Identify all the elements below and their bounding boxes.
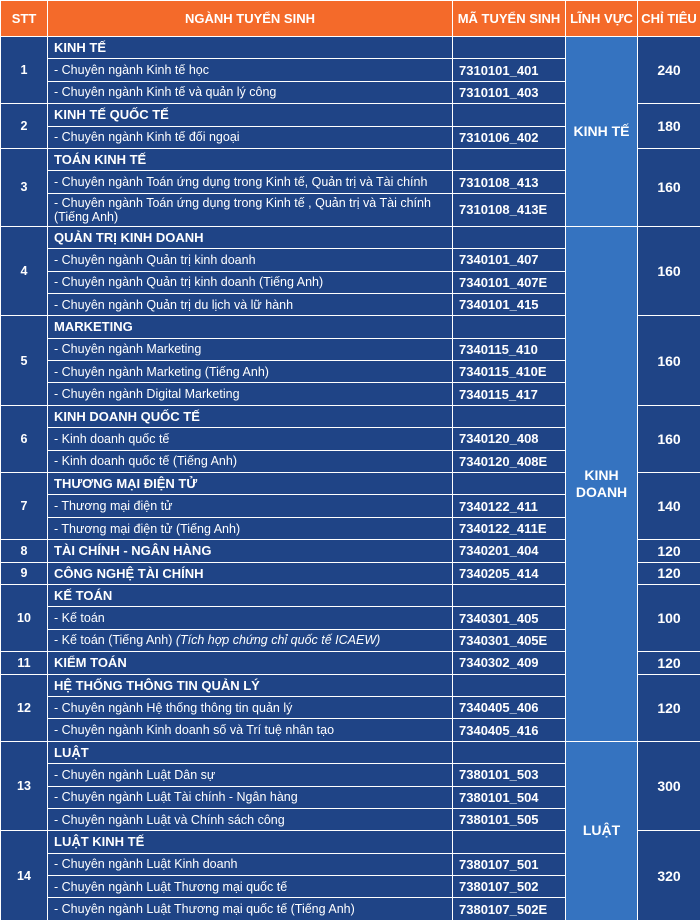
row-number: 2 — [1, 104, 48, 149]
admission-code: 7340115_410 — [453, 338, 566, 360]
admission-code: 7340101_407 — [453, 249, 566, 271]
admission-code: 7380107_502E — [453, 898, 566, 920]
admission-code: 7340115_417 — [453, 383, 566, 405]
admission-code: 7310101_401 — [453, 59, 566, 81]
major-name: HỆ THỐNG THÔNG TIN QUẢN LÝ — [48, 674, 453, 696]
quota-cell: 120 — [638, 652, 700, 674]
admission-code: 7380101_503 — [453, 764, 566, 786]
row-number: 6 — [1, 405, 48, 472]
admission-code: 7340205_414 — [453, 562, 566, 584]
quota-cell: 140 — [638, 473, 700, 540]
major-name: CÔNG NGHỆ TÀI CHÍNH — [48, 562, 453, 584]
code-cell — [453, 104, 566, 126]
specialization-name: - Chuyên ngành Kinh tế đối ngoại — [48, 126, 453, 148]
code-cell — [453, 316, 566, 338]
row-number: 11 — [1, 652, 48, 674]
specialization-name: - Chuyên ngành Luật Thương mại quốc tế — [48, 876, 453, 898]
quota-cell: 160 — [638, 226, 700, 316]
specialization-name: - Chuyên ngành Luật Tài chính - Ngân hàng — [48, 786, 453, 808]
quota-cell: 160 — [638, 148, 700, 226]
admission-code: 7380101_504 — [453, 786, 566, 808]
code-cell — [453, 148, 566, 170]
specialization-name: - Chuyên ngành Luật Dân sự — [48, 764, 453, 786]
table-row — [1, 226, 700, 248]
row-number: 12 — [1, 674, 48, 741]
major-name: TÀI CHÍNH - NGÂN HÀNG — [48, 540, 453, 562]
major-name: KIỂM TOÁN — [48, 652, 453, 674]
specialization-name: - Chuyên ngành Marketing (Tiếng Anh) — [48, 361, 453, 383]
row-number: 7 — [1, 473, 48, 540]
specialization-name: - Chuyên ngành Luật Kinh doanh — [48, 853, 453, 875]
admission-code: 7380107_502 — [453, 876, 566, 898]
admission-code: 7310108_413E — [453, 193, 566, 226]
specialization-name: - Chuyên ngành Marketing — [48, 338, 453, 360]
admission-code: 7310101_403 — [453, 81, 566, 103]
quota-cell: 160 — [638, 405, 700, 472]
quota-cell: 320 — [638, 831, 700, 921]
major-name: LUẬT — [48, 741, 453, 763]
admission-code: 7340101_407E — [453, 271, 566, 293]
code-cell — [453, 584, 566, 606]
quota-cell: 240 — [638, 37, 700, 104]
major-name: QUẢN TRỊ KINH DOANH — [48, 226, 453, 248]
specialization-name: - Chuyên ngành Quản trị kinh doanh (Tiếng Anh) — [48, 271, 453, 293]
code-cell — [453, 473, 566, 495]
admission-code: 7340405_406 — [453, 696, 566, 718]
code-cell — [453, 741, 566, 763]
specialization-name: - Kinh doanh quốc tế (Tiếng Anh) — [48, 450, 453, 472]
row-number: 10 — [1, 584, 48, 651]
admission-code: 7340122_411 — [453, 495, 566, 517]
quota-cell: 120 — [638, 540, 700, 562]
row-number: 14 — [1, 831, 48, 921]
header-major: NGÀNH TUYỂN SINH — [48, 1, 453, 37]
field-label: KINH DOANH — [572, 467, 632, 501]
specialization-name: - Kế toán — [48, 607, 453, 629]
header-field: LĨNH VỰC — [566, 1, 638, 37]
specialization-name: - Chuyên ngành Kinh tế và quản lý công — [48, 81, 453, 103]
admission-code: 7340301_405E — [453, 629, 566, 651]
major-name: KINH TẾ — [48, 37, 453, 59]
admission-code: 7340302_409 — [453, 652, 566, 674]
admission-code: 7340120_408 — [453, 428, 566, 450]
specialization-name: - Thương mại điện tử (Tiếng Anh) — [48, 517, 453, 539]
specialization-name: - Chuyên ngành Quản trị kinh doanh — [48, 249, 453, 271]
row-number: 9 — [1, 562, 48, 584]
specialization-name: - Chuyên ngành Kinh doanh số và Trí tuệ nhân tạo — [48, 719, 453, 741]
table-row — [1, 741, 700, 763]
table-row — [1, 37, 700, 59]
admission-code: 7340405_416 — [453, 719, 566, 741]
specialization-name: - Chuyên ngành Kinh tế học — [48, 59, 453, 81]
specialization-note: (Tích hợp chứng chỉ quốc tế ICAEW) — [176, 633, 380, 647]
major-name: KINH DOANH QUỐC TẾ — [48, 405, 453, 427]
row-number: 1 — [1, 37, 48, 104]
specialization-name: - Chuyên ngành Hệ thống thông tin quản lý — [48, 696, 453, 718]
header-quota: CHỈ TIÊU — [638, 1, 700, 37]
major-name: MARKETING — [48, 316, 453, 338]
major-name: THƯƠNG MẠI ĐIỆN TỬ — [48, 473, 453, 495]
code-cell — [453, 674, 566, 696]
specialization-name: - Chuyên ngành Digital Marketing — [48, 383, 453, 405]
specialization-name — [48, 629, 453, 651]
specialization-name: - Chuyên ngành Luật Thương mại quốc tế (Tiếng Anh) — [48, 898, 453, 920]
field-kinh-te: KINH TẾ — [566, 37, 638, 227]
major-name: LUẬT KINH TẾ — [48, 831, 453, 853]
admission-code: 7340301_405 — [453, 607, 566, 629]
admission-code: 7340120_408E — [453, 450, 566, 472]
admission-code: 7340122_411E — [453, 517, 566, 539]
admission-code: 7380101_505 — [453, 808, 566, 830]
specialization-text: - Kế toán (Tiếng Anh) — [54, 633, 172, 647]
specialization-name: - Thương mại điện tử — [48, 495, 453, 517]
specialization-name: - Kinh doanh quốc tế — [48, 428, 453, 450]
row-number: 13 — [1, 741, 48, 831]
header-stt: STT — [1, 1, 48, 37]
major-name: KẾ TOÁN — [48, 584, 453, 606]
specialization-name: - Chuyên ngành Toán ứng dụng trong Kinh tế, Quản trị và Tài chính — [48, 171, 453, 193]
quota-cell: 100 — [638, 584, 700, 651]
code-cell — [453, 226, 566, 248]
specialization-name: - Chuyên ngành Quản trị du lịch và lữ hành — [48, 293, 453, 315]
field-luat: LUẬT — [566, 741, 638, 920]
row-number: 5 — [1, 316, 48, 406]
row-number: 3 — [1, 148, 48, 226]
major-name: KINH TẾ QUỐC TẾ — [48, 104, 453, 126]
admission-code: 7340201_404 — [453, 540, 566, 562]
header-row — [1, 1, 700, 37]
row-number: 8 — [1, 540, 48, 562]
row-number: 4 — [1, 226, 48, 316]
quota-cell: 120 — [638, 562, 700, 584]
quota-cell: 180 — [638, 104, 700, 149]
quota-cell: 300 — [638, 741, 700, 831]
admission-code: 7310106_402 — [453, 126, 566, 148]
admission-code: 7340115_410E — [453, 361, 566, 383]
code-cell — [453, 37, 566, 59]
code-cell — [453, 831, 566, 853]
admission-code: 7310108_413 — [453, 171, 566, 193]
major-name: TOÁN KINH TẾ — [48, 148, 453, 170]
header-code: MÃ TUYỂN SINH — [453, 1, 566, 37]
quota-cell: 120 — [638, 674, 700, 741]
specialization-name: - Chuyên ngành Luật và Chính sách công — [48, 808, 453, 830]
admission-code: 7380107_501 — [453, 853, 566, 875]
quota-cell: 160 — [638, 316, 700, 406]
field-kinh-doanh — [566, 226, 638, 741]
code-cell — [453, 405, 566, 427]
specialization-name: - Chuyên ngành Toán ứng dụng trong Kinh tế , Quản trị và Tài chính (Tiếng Anh) — [48, 193, 453, 226]
admission-code: 7340101_415 — [453, 293, 566, 315]
